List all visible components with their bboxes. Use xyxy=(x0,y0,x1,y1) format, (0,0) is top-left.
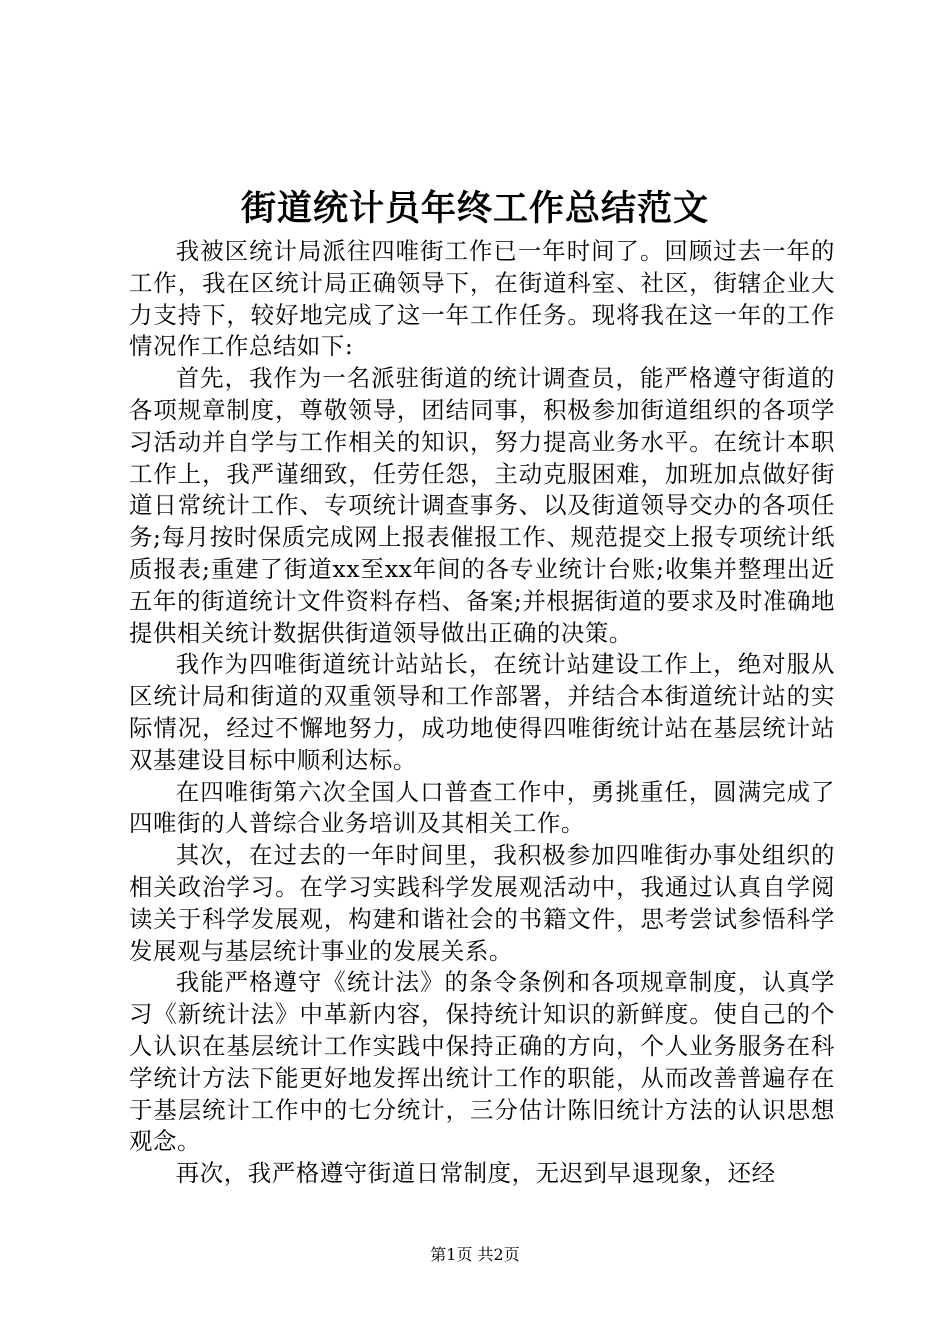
paragraph: 我被区统计局派往四唯街工作已一年时间了。回顾过去一年的工作，我在区统计局正确领导下，在街道科室、社区，街辖企业大力支持下，较好地完成了这一年工作任务。现将我在这一年的工作情况作工作总结如下: xyxy=(129,237,835,361)
paragraph: 其次，在过去的一年时间里，我积极参加四唯街办事处组织的相关政治学习。在学习实践科学发展观活动中，我通过认真自学阅读关于科学发展观，构建和谐社会的书籍文件，思考尝试参悟科学发展观与基层统计事业的发展关系。 xyxy=(129,841,835,965)
paragraph: 我能严格遵守《统计法》的条令条例和各项规章制度，认真学习《新统计法》中革新内容，保持统计知识的新鲜度。使自己的个人认识在基层统计工作实践中保持正确的方向，个人业务服务在科学统计方法下能更好地发挥出统计工作的职能，从而改善普遍存在于基层统计工作中的七分统计，三分估计陈旧统计方法的认识思想观念。 xyxy=(129,968,835,1156)
paragraph: 在四唯街第六次全国人口普查工作中，勇挑重任，圆满完成了四唯街的人普综合业务培训及其相关工作。 xyxy=(129,777,835,838)
paragraph: 再次，我严格遵守街道日常制度，无迟到早退现象，还经 xyxy=(175,1159,776,1188)
document-body xyxy=(129,236,835,1190)
page-number-footer: 第1页 共2页 xyxy=(430,1245,520,1264)
paragraph: 首先，我作为一名派驻街道的统计调查员，能严格遵守街道的各项规章制度，尊敬领导，团结同事，积极参加街道组织的各项学习活动并自学与工作相关的知识，努力提高业务水平。在统计本职工作上，我严谨细致，任劳任怨，主动克服困难，加班加点做好街道日常统计工作、专项统计调查事务、以及街道领导交办的各项任务;每月按时保质完成网上报表催报工作、规范提交上报专项统计纸质报表;重建了街道xx至xx年间的各专业统计台账;收集并整理出近五年的街道统计文件资料存档、备案;并根据街道的要求及时准确地提供相关统计数据供街道领导做出正确的决策。 xyxy=(129,364,835,647)
paragraph: 我作为四唯街道统计站站长，在统计站建设工作上，绝对服从区统计局和街道的双重领导和工作部署，并结合本街道统计站的实际情况，经过不懈地努力，成功地使得四唯街统计站在基层统计站双基建设目标中顺利达标。 xyxy=(129,650,835,774)
document-title: 街道统计员年终工作总结范文 xyxy=(240,189,709,229)
